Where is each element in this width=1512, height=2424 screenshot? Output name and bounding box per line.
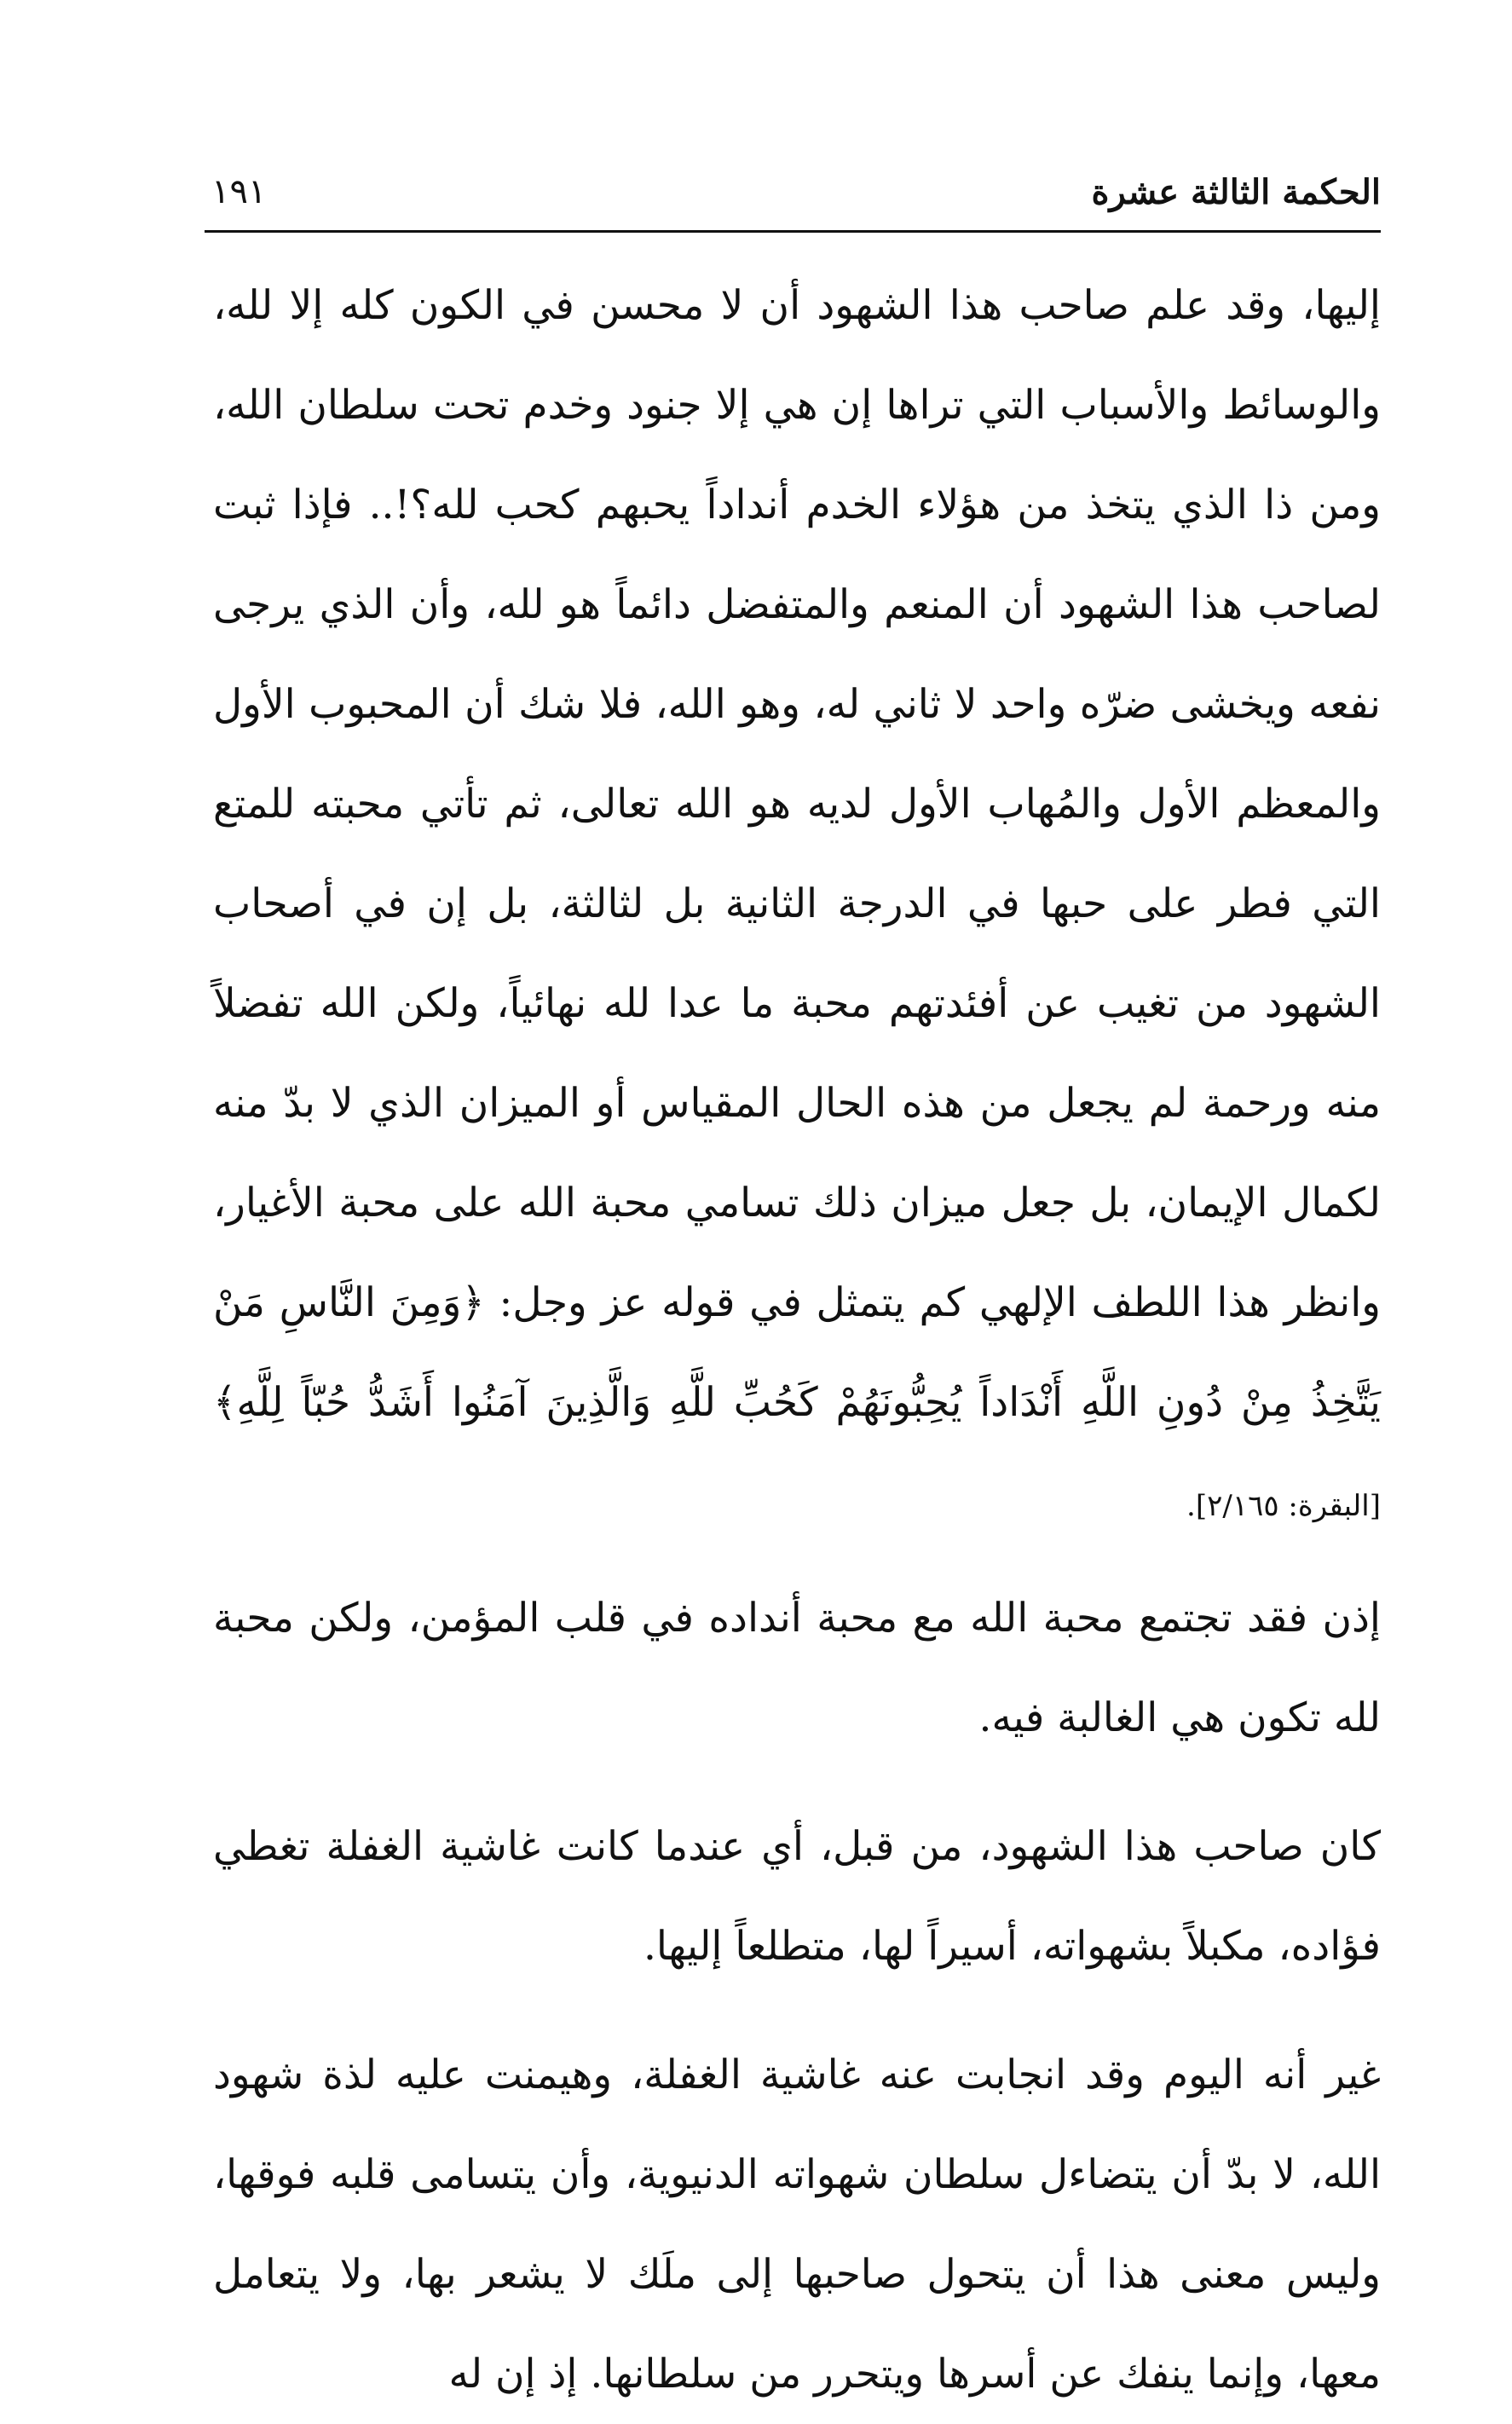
paragraph: [213, 256, 1381, 1556]
page-header: [205, 162, 1381, 230]
paragraph: [213, 1568, 1381, 1768]
paragraph-text: كان صاحب هذا الشهود، من قبل، أي عندما كانت غاشية الغفلة تغطي فؤاده، مكبلاً بشهواته، أسيراً لها، متطلعاً إليها.: [213, 1823, 1381, 1970]
page-number: ١٩١: [211, 172, 267, 211]
paragraph-text: إذن فقد تجتمع محبة الله مع محبة أنداده في قلب المؤمن، ولكن محبة لله تكون هي الغالبة فيه.: [213, 1595, 1381, 1741]
paragraph: [213, 1797, 1381, 1996]
paragraph-text: إليها، وقد علم صاحب هذا الشهود أن لا محسن في الكون كله إلا لله، والوسائط والأسباب التي تراها إن هي إلا جنود وخدم تحت سلطان الله، ومن ذا الذي يتخذ من هؤلاء الخدم أنداداً يحبهم كحب لله؟!.. فإذا ثبت لصاحب هذا الشهود أن المنعم والمتفضل دائماً هو لله، وأن الذي يرجى نفعه ويخشى ضرّه واحد لا ثاني له، وهو الله، فلا شك أن المحبوب الأول والمعظم الأول والمُهاب الأول لديه هو الله تعالى، ثم تأتي محبته للمتع التي فطر على حبها في الدرجة الثانية بل لثالثة، بل إن في أصحاب الشهود من تغيب عن أفئدتهم محبة ما عدا لله نهائياً، ولكن الله تفضلاً منه ورحمة لم يجعل من هذه الحال المقياس أو الميزان الذي لا بدّ منه لكمال الإيمان، بل جعل ميزان ذلك تسامي محبة الله على محبة الأغيار، وانظر هذا اللطف الإلهي كم يتمثل في قوله عز وجل: ﴿وَمِنَ النَّاسِ مَنْ يَتَّخِذُ مِنْ دُونِ اللَّهِ أَنْدَاداً يُحِبُّونَهُمْ كَحُبِّ للَّهِ وَالَّذِينَ آمَنُوا أَشَدُّ حُبّاً لِلَّهِ﴾: [213, 282, 1381, 1426]
main-text: [213, 256, 1381, 2424]
running-title: الحكمة الثالثة عشرة: [1091, 172, 1381, 212]
paragraph: [213, 2025, 1381, 2424]
paragraph-text: غير أنه اليوم وقد انجابت عنه غاشية الغفلة، وهيمنت عليه لذة شهود الله، لا بدّ أن يتضاءل سلطان شهواته الدنيوية، وأن يتسامى قلبه فوقها، وليس معنى هذا أن يتحول صاحبها إلى ملَك لا يشعر بها، ولا يتعامل معها، وإنما ينفك عن أسرها ويتحرر من سلطانها. إذ إن له: [213, 2052, 1381, 2398]
quran-reference: [البقرة: ٢/١٦٥].: [1186, 1489, 1381, 1523]
header-rule: [205, 230, 1381, 233]
